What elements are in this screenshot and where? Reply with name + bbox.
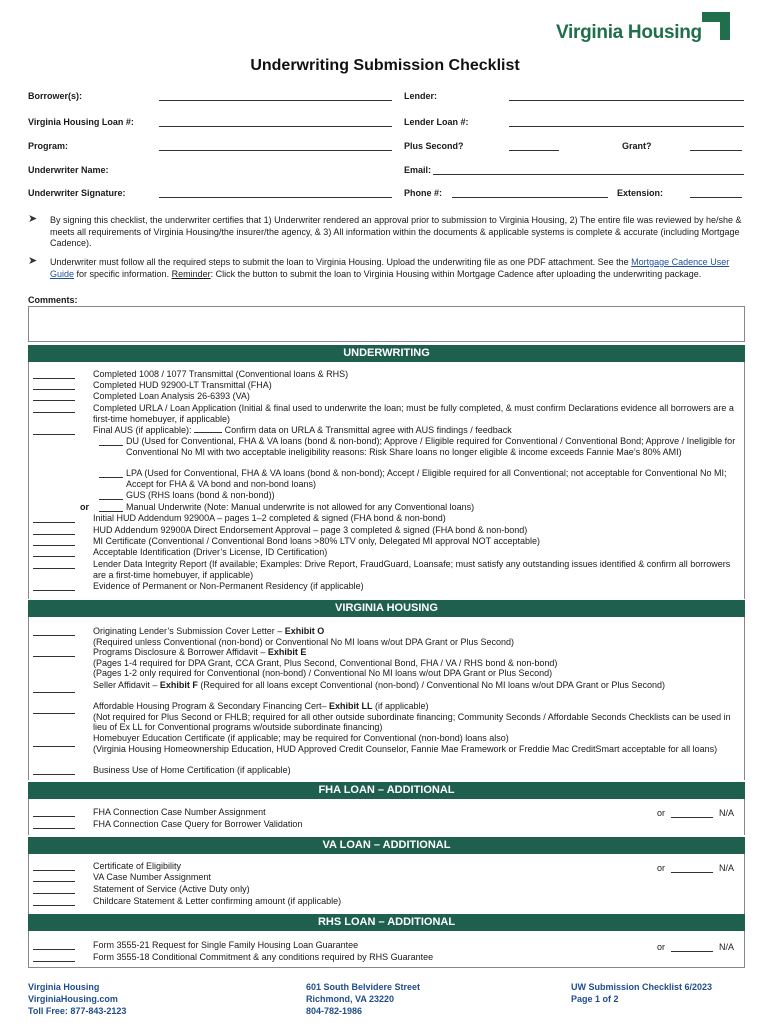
or-line[interactable]	[671, 864, 713, 873]
grant-label: Grant?	[622, 141, 652, 151]
va-section-header: VA LOAN – ADDITIONAL	[28, 837, 745, 854]
checkbox-line[interactable]	[33, 885, 75, 894]
checkbox-line[interactable]	[33, 560, 75, 569]
na-label: N/A	[719, 808, 735, 818]
borrowers-field[interactable]	[159, 91, 392, 101]
cover-letter-note: (Required unless Conventional (non-bond) or Conventional No MI loans w/out DPA Grant or Plus Second)	[93, 636, 515, 647]
checklist-item: Completed URLA / Loan Application (Initial & final used to underwrite the loan; must be fully completed, & must confirm Declarations evidence all borrowers are a first-time homebuyer, if applicable)	[93, 403, 734, 424]
na-label: N/A	[719, 863, 735, 873]
checkbox-line[interactable]	[33, 705, 75, 714]
checkbox-line[interactable]	[33, 684, 75, 693]
certification-text: By signing this checklist, the underwriter certifies that 1) Underwriter rendered an approval prior to submission to Virginia Housing, 2) The entire file was reviewed by he/she & meets all requirements of Virginia Housing/the insurer/the agency, & 3) All information within the documents & applicable systems is complete & accurate (including Mortgage Cadence).	[50, 215, 742, 249]
checklist-item: Evidence of Permanent or Non-Permanent Residency (if applicable)	[93, 581, 364, 591]
checkbox-line[interactable]	[33, 526, 75, 535]
seller-affidavit-text: Seller Affidavit –	[93, 680, 160, 690]
email-label: Email:	[404, 165, 432, 175]
gus-item: GUS (RHS loans (bond & non-bond))	[126, 490, 275, 500]
lender-loan-field[interactable]	[509, 117, 744, 127]
lender-loan-label: Lender Loan #:	[404, 117, 469, 127]
affidavit-text: Programs Disclosure & Borrower Affidavit –	[93, 647, 268, 657]
footer-address	[306, 981, 420, 1017]
checklist-item: Completed HUD 92900-LT Transmittal (FHA)	[93, 380, 272, 390]
lender-label: Lender:	[404, 91, 438, 101]
checkbox-line[interactable]	[33, 766, 75, 775]
checkbox-line[interactable]	[33, 897, 75, 906]
final-aus-text: Confirm data on URLA & Transmittal agree with AUS findings / feedback	[224, 425, 512, 435]
checklist-item: VA Case Number Assignment	[93, 872, 211, 882]
footer-city: Richmond, VA 23220	[306, 994, 395, 1004]
phone-field[interactable]	[452, 188, 608, 198]
exhibit-o-label: Exhibit O	[284, 626, 325, 636]
program-label: Program:	[28, 141, 69, 151]
header-row-loan	[28, 117, 744, 131]
checkbox-line[interactable]	[33, 808, 75, 817]
arrow-bullet-icon: ➤	[28, 255, 38, 267]
checklist-item: Lender Data Integrity Report (If available; Examples: Drive Report, FraudGuard, Loansafe; must satisfy any outstanding issues identified & confirm all borrowers are a first-time homebuyer, if applicable)	[93, 559, 731, 580]
seller-affidavit-note: (Required for all loans except Conventional (non-bond) / Conventional No MI loans w/out DPA Grant or Plus Second)	[197, 680, 665, 690]
exhibit-e-label: Exhibit E	[267, 647, 307, 657]
underwriter-signature-label: Underwriter Signature:	[28, 188, 126, 198]
du-checkbox-line[interactable]	[99, 437, 123, 446]
checklist-item: Business Use of Home Certification (if applicable)	[93, 765, 291, 775]
checklist-item: Completed Loan Analysis 26-6393 (VA)	[93, 391, 250, 401]
underwriting-section-header: UNDERWRITING	[28, 345, 745, 362]
checklist-item: Form 3555-18 Conditional Commitment & any conditions required by RHS Guarantee	[93, 952, 434, 962]
underwriter-signature-field[interactable]	[159, 188, 392, 198]
submission-text-pre: Underwriter must follow all the required steps to submit the loan to Virginia Housing. Upload the underwriting file as one PDF attachment. See the	[50, 257, 632, 267]
or-label: or	[657, 942, 666, 952]
ahp-note: (Not required for Plus Second or FHLB; required for all other outside subordinate financing; Community Seconds / Affordable Seconds Checklists can be used in lieu of Ex LL for Conventional programs w/outside subordinate financing)	[93, 711, 731, 733]
loan-number-field[interactable]	[159, 117, 392, 127]
checkbox-line[interactable]	[33, 648, 75, 657]
checkbox-line[interactable]	[33, 873, 75, 882]
affidavit-note-1: (Pages 1-4 required for DPA Grant, CCA Grant, Plus Second, Conventional Bond, FHA / VA / RHS bond & non-bond)	[93, 657, 558, 668]
checklist-item: Certificate of Eligibility	[93, 861, 182, 871]
certification-bullet	[28, 215, 746, 250]
header-row-borrowers	[28, 91, 744, 105]
checklist-item: FHA Connection Case Query for Borrower Validation	[93, 819, 303, 829]
rhs-or-na	[657, 942, 734, 952]
exhibit-ll-label: Exhibit LL	[328, 701, 373, 711]
checkbox-line[interactable]	[33, 820, 75, 829]
checklist-item-seller-affidavit	[93, 680, 741, 691]
final-aus-label: Final AUS (if applicable):	[93, 425, 192, 435]
checkbox-line[interactable]	[33, 381, 75, 390]
manual-checkbox-line[interactable]	[99, 503, 123, 512]
checkbox-line[interactable]	[33, 514, 75, 523]
checklist-item: HUD Addendum 92900A Direct Endorsement Approval – page 3 completed & signed (FHA bond & non-bond)	[93, 525, 528, 535]
footer-doc-name: UW Submission Checklist 6/2023	[571, 982, 713, 992]
header-row-signature	[28, 188, 744, 202]
underwriter-name-label: Underwriter Name:	[28, 165, 109, 175]
na-label: N/A	[719, 942, 735, 952]
loan-number-label: Virginia Housing Loan #:	[28, 117, 134, 127]
homebuyer-ed-text: Homebuyer Education Certificate (if applicable; may be required for Conventional (non-bond) loans also)	[93, 733, 509, 743]
header-row-underwriter	[28, 165, 744, 179]
checkbox-line[interactable]	[33, 738, 75, 747]
du-item: DU (Used for Conventional, FHA & VA loans (bond & non-bond); Approve / Eligible required for Conventional / Conventional Bond; Approve / Ineligible for Conventional No MI with two acceptable ineligibility reasons: Risk Share loans no longer eligible & income exceeds Fannie Mae’s 80% AMI)	[126, 436, 736, 457]
or-label: or	[657, 808, 666, 818]
manual-underwrite-item: Manual Underwrite (Note: Manual underwrite is not allowed for any Conventional loans)	[126, 502, 475, 512]
footer-phone: 804-782-1986	[306, 1006, 363, 1016]
comments-field[interactable]	[28, 306, 745, 342]
phone-label: Phone #:	[404, 188, 443, 198]
checklist-item-ahp-cert	[93, 701, 741, 733]
extension-field[interactable]	[690, 188, 742, 198]
submission-text-post: : Click the button to submit the loan to Virginia Housing within Mortgage Cadence after uploading the underwriting package.	[210, 268, 702, 279]
footer-page-number: Page 1 of 2	[571, 994, 619, 1004]
checklist-item: Form 3555-21 Request for Single Family Housing Loan Guarantee	[93, 940, 359, 950]
checklist-item: FHA Connection Case Number Assignment	[93, 807, 266, 817]
checkbox-line[interactable]	[33, 537, 75, 546]
footer-org: Virginia Housing	[28, 982, 100, 992]
ahp-text: Affordable Housing Program & Secondary Financing Cert–	[93, 701, 329, 711]
submission-steps-text	[50, 257, 746, 280]
checkbox-line[interactable]	[33, 404, 75, 413]
checklist-item-cover-letter	[93, 626, 741, 647]
checklist-item: Acceptable Identification (Driver’s License, ID Certification)	[93, 547, 328, 557]
checkbox-line[interactable]	[33, 627, 75, 636]
header-row-program	[28, 141, 744, 155]
footer-toll-free: Toll Free: 877-843-2123	[28, 1006, 127, 1016]
checklist-item-homebuyer-ed	[93, 733, 741, 754]
lender-field[interactable]	[509, 91, 744, 101]
fha-section-header: FHA LOAN – ADDITIONAL	[28, 782, 745, 799]
rhs-section-header: RHS LOAN – ADDITIONAL	[28, 914, 745, 931]
affidavit-note-2: (Pages 1-2 only required for Conventional (non-bond) / Conventional No MI loans w/out DPA Grant or Plus Second)	[93, 668, 553, 679]
va-or-na	[657, 863, 734, 873]
plus-second-field[interactable]	[509, 141, 559, 151]
exhibit-f-label: Exhibit F	[159, 680, 198, 690]
checklist-item: Statement of Service (Active Duty only)	[93, 884, 250, 894]
checkbox-line[interactable]	[33, 370, 75, 379]
checklist-item-affidavit	[93, 647, 741, 679]
virginia-housing-section-header: VIRGINIA HOUSING	[28, 600, 745, 617]
or-line[interactable]	[671, 943, 713, 952]
checklist-item-final-aus	[93, 425, 741, 436]
cover-letter-text: Originating Lender’s Submission Cover Letter –	[93, 626, 285, 636]
logo-mark-icon	[698, 10, 732, 44]
checkbox-line[interactable]	[33, 953, 75, 962]
footer-doc-info	[571, 981, 712, 1005]
checkbox-line[interactable]	[33, 392, 75, 401]
logo-text: Virginia Housing	[556, 22, 702, 43]
homebuyer-ed-note: (Virginia Housing Homeownership Education, HUD Approved Credit Counselor, Fannie Mae Framework or Freddie Mac CreditSmart acceptable for all loans)	[93, 743, 718, 754]
checklist-item: Childcare Statement & Letter confirming amount (if applicable)	[93, 896, 342, 906]
checkbox-line[interactable]	[33, 941, 75, 950]
footer-street: 601 South Belvidere Street	[306, 982, 421, 992]
footer-contact	[28, 981, 126, 1017]
lpa-checkbox-line[interactable]	[99, 469, 123, 478]
extension-label: Extension:	[617, 188, 664, 198]
comments-label: Comments:	[28, 295, 78, 305]
ahp-mid: (if applicable)	[372, 701, 429, 711]
or-label: or	[80, 502, 89, 512]
page-title: Underwriting Submission Checklist	[250, 57, 520, 74]
email-field[interactable]	[433, 165, 744, 175]
checkbox-line[interactable]	[33, 426, 75, 435]
program-field[interactable]	[159, 141, 392, 151]
plus-second-label: Plus Second?	[404, 141, 464, 151]
lpa-item: LPA (Used for Conventional, FHA & VA loans (bond & non-bond); Accept / Eligible required for all Conventional; not acceptable for Conventional No MI; Accept for FHA & VA bond and non-bond loans)	[126, 468, 727, 489]
checkbox-line[interactable]	[33, 548, 75, 557]
checkbox-line[interactable]	[33, 862, 75, 871]
checkbox-line[interactable]	[33, 582, 75, 591]
submission-text-mid: for specific information.	[74, 268, 172, 279]
borrowers-label: Borrower(s):	[28, 91, 83, 101]
or-label: or	[657, 863, 666, 873]
reminder-label: Reminder	[171, 268, 211, 279]
submission-steps-bullet	[28, 257, 746, 280]
aus-confirm-line[interactable]	[194, 425, 222, 433]
checklist-item: Completed 1008 / 1077 Transmittal (Conventional loans & RHS)	[93, 369, 349, 379]
checklist-item: MI Certificate (Conventional / Conventional Bond loans >80% LTV only, Delegated MI approval NOT acceptable)	[93, 536, 540, 546]
arrow-bullet-icon: ➤	[28, 213, 38, 225]
virginia-housing-logo	[556, 8, 734, 48]
footer-website: VirginiaHousing.com	[28, 994, 118, 1004]
mortgage-cadence-guide-link[interactable]: Mortgage Cadence User Guide	[50, 257, 730, 279]
grant-field[interactable]	[690, 141, 742, 151]
or-line[interactable]	[671, 809, 713, 818]
checklist-item: Initial HUD Addendum 92900A – pages 1–2 completed & signed (FHA bond & non-bond)	[93, 513, 446, 523]
fha-or-na	[657, 808, 734, 818]
gus-checkbox-line[interactable]	[99, 491, 123, 500]
